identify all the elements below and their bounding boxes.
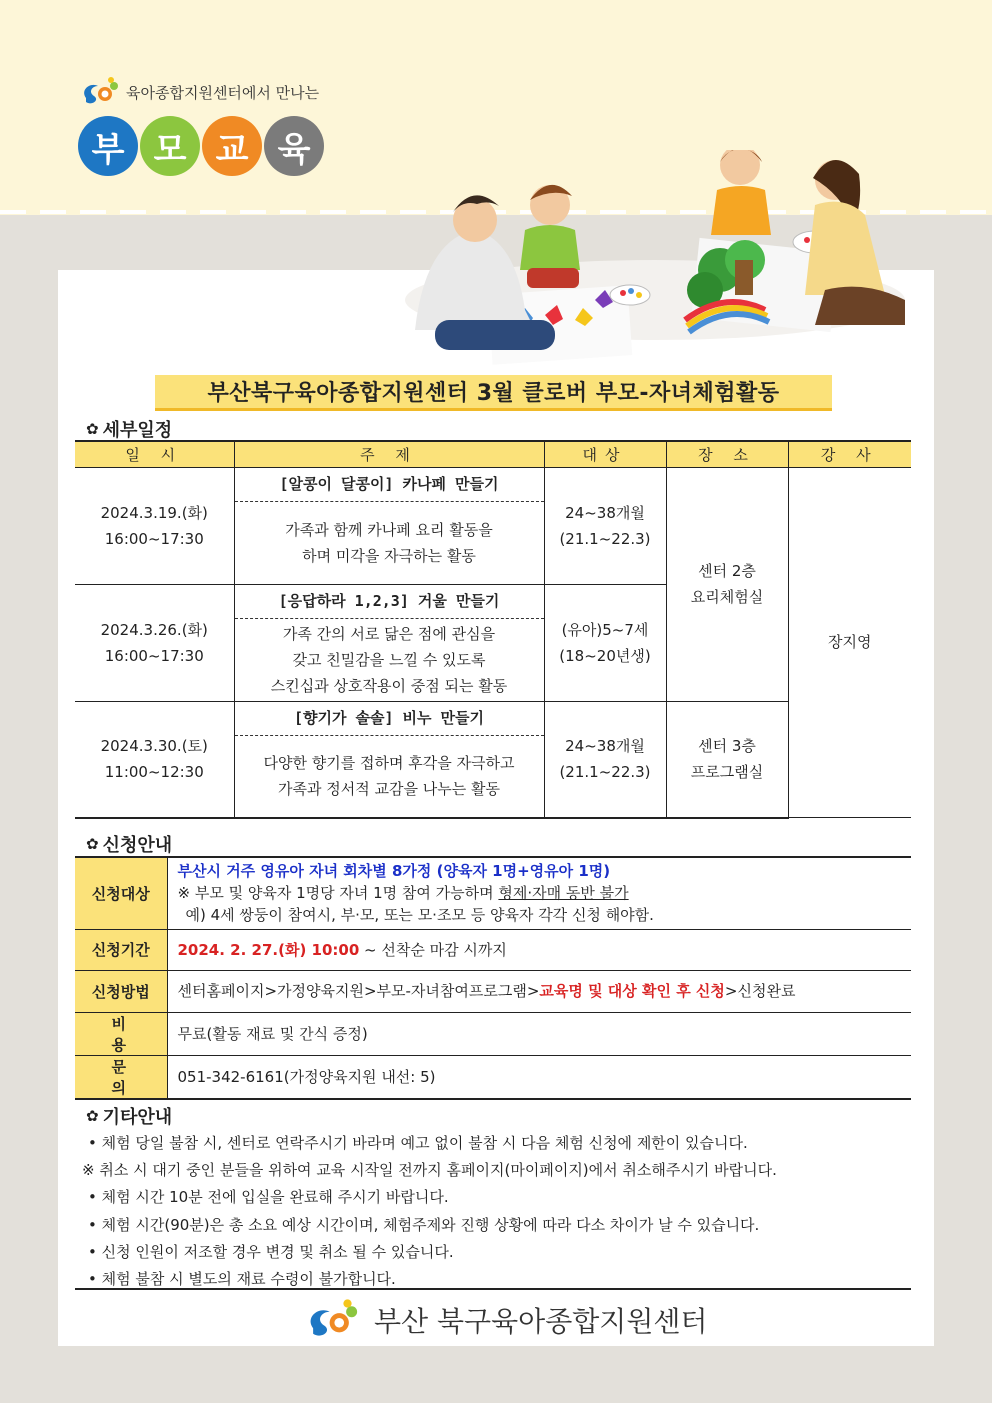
topic-desc: 가족 간의 서로 닮은 점에 관심을 (282, 624, 496, 643)
method-path: 센터홈페이지>가정양육지원>부모-자녀참여프로그램> (177, 982, 540, 1000)
parent-education-title (78, 116, 324, 176)
topic-desc: 하며 미각을 자극하는 활동 (302, 546, 476, 565)
session-date: 2024.3.19.(화) (100, 503, 208, 522)
col-header-datetime: 일 시 (75, 441, 234, 467)
target-age: 24~38개월 (565, 503, 645, 522)
topic-desc: 스킨십과 상호작용이 중점 되는 활동 (270, 676, 508, 695)
table-row (75, 1012, 911, 1055)
target-cell (544, 467, 666, 584)
list-item: • 신청 인원이 저조할 경우 변경 및 취소 될 수 있습니다. (88, 1242, 454, 1261)
schedule-heading (86, 416, 172, 442)
target-age: (유아)5~7세 (561, 620, 649, 639)
table-row (75, 929, 911, 970)
note-text: ※ 부모 및 양육자 1명당 자녀 1명 참여 가능하며 (177, 884, 499, 903)
target-birth: (18~20년생) (559, 646, 651, 665)
table-row (75, 857, 911, 929)
place-floor: 센터 3층 (698, 737, 756, 755)
target-birth: (21.1~22.3) (559, 763, 651, 781)
page-title: 부산북구육아종합지원센터 3월 클로버 부모-자녀체험활동 (155, 375, 832, 411)
session-date: 2024.3.26.(화) (100, 620, 208, 639)
col-header-place: 장 소 (666, 441, 788, 467)
place-room: 프로그램실 (690, 763, 764, 781)
apply-period-value (167, 929, 911, 970)
place-floor: 센터 2층 (698, 562, 756, 580)
apply-method-label: 신청방법 (75, 970, 167, 1012)
header-tagline: 육아종합지원센터에서 만나는 (126, 83, 320, 102)
header-logo (78, 76, 319, 108)
topic-desc: 다양한 향기를 접하며 후각을 자극하고 (263, 754, 515, 772)
session-time: 16:00~17:30 (104, 646, 204, 665)
contact-value: 051-342-6161(가정양육지원 내선: 5) (167, 1055, 911, 1099)
apply-target-note (178, 882, 912, 904)
etc-heading-label: 기타안내 (102, 1107, 173, 1128)
center-logo-icon (296, 1298, 366, 1342)
apply-target-value (167, 857, 911, 929)
topic-title: [향기가 솔솔] 비누 만들기 (235, 702, 544, 736)
flower-icon: ✿ (86, 1107, 99, 1125)
list-item: ※ 취소 시 대기 중인 분들을 위하여 교육 시작일 전까지 홈페이지(마이페이지)에서 취소해주시기 바랍니다. (82, 1161, 777, 1180)
table-header-row (75, 441, 911, 467)
datetime-cell (75, 584, 234, 701)
schedule-table (75, 440, 911, 819)
topic-cell (234, 467, 544, 584)
target-cell (544, 701, 666, 818)
topic-title: [응답하라 1,2,3] 거울 만들기 (235, 585, 544, 619)
col-header-target: 대상 (544, 441, 666, 467)
footer-org-name: 부산 북구육아종합지원센터 (374, 1305, 708, 1338)
cost-value: 무료(활동 재료 및 간식 증정) (167, 1012, 911, 1055)
list-item: • 체험 시간 10분 전에 입실을 완료해 주시기 바랍니다. (88, 1188, 449, 1207)
list-item: • 체험 시간(90분)은 총 소요 예상 시간이며, 체험주제와 진행 상황에 따라 다소 차이가 날 수 있습니다. (88, 1215, 760, 1234)
apply-heading (86, 831, 172, 857)
apply-target-line: 부산시 거주 영유아 자녀 회차별 8가정 (양육자 1명+영유아 1명) (177, 862, 611, 881)
apply-target-example: 예) 4세 쌍둥이 참여시, 부·모, 또는 모·조모 등 양육자 각각 신청 해야함. (185, 906, 654, 925)
table-row (75, 970, 911, 1012)
period-start: 2024. 2. 27.(화) 10:00 (177, 940, 360, 959)
target-cell (544, 584, 666, 701)
topic-desc: 가족과 함께 카나페 요리 활동을 (285, 520, 493, 539)
place-cell (666, 467, 788, 701)
etc-heading (86, 1103, 172, 1129)
contact-label: 문 의 (75, 1055, 167, 1099)
place-room: 요리체험실 (690, 588, 764, 606)
topic-desc: 갖고 친밀감을 느낄 수 있도록 (292, 650, 486, 669)
title-circle: 교 (202, 116, 262, 176)
table-row (75, 1055, 911, 1099)
session-date: 2024.3.30.(토) (100, 737, 208, 755)
topic-cell (234, 701, 544, 818)
list-item: • 체험 당일 불참 시, 센터로 연락주시기 바라며 예고 없이 불참 시 다음 체험 신청에 제한이 있습니다. (88, 1134, 748, 1152)
apply-heading-label: 신청안내 (102, 835, 173, 856)
title-circle: 육 (264, 116, 324, 176)
flower-icon: ✿ (86, 420, 99, 438)
footer-divider (75, 1288, 911, 1290)
title-circle: 부 (78, 116, 138, 176)
period-end: ~ 선착순 마감 시까지 (359, 940, 507, 959)
sibling-restriction: 형제·자매 동반 불가 (498, 884, 629, 903)
apply-method-value (167, 970, 911, 1012)
topic-desc: 가족과 정서적 교감을 나누는 활동 (278, 780, 500, 798)
session-time: 11:00~12:30 (104, 763, 204, 781)
datetime-cell (75, 467, 234, 584)
title-circle: 모 (140, 116, 200, 176)
etc-notes (82, 1130, 777, 1293)
center-logo-icon (78, 76, 120, 108)
apply-period-label: 신청기간 (75, 929, 167, 970)
flower-icon: ✿ (86, 835, 99, 853)
table-row (75, 701, 911, 818)
col-header-instructor: 강 사 (788, 441, 911, 467)
datetime-cell (75, 701, 234, 818)
topic-title: [알콩이 달콩이] 카나페 만들기 (235, 468, 544, 502)
cost-label: 비 용 (75, 1012, 167, 1055)
method-highlight: 교육명 및 대상 확인 후 신청 (539, 982, 725, 1000)
target-age: 24~38개월 (565, 737, 645, 755)
apply-target-label: 신청대상 (75, 857, 167, 929)
table-row (75, 467, 911, 584)
footer (296, 1298, 707, 1342)
topic-cell (234, 584, 544, 701)
col-header-topic: 주 제 (234, 441, 544, 467)
session-time: 16:00~17:30 (104, 529, 204, 548)
apply-table (75, 856, 911, 1100)
place-cell (666, 701, 788, 818)
schedule-heading-label: 세부일정 (102, 420, 173, 441)
method-end: >신청완료 (724, 982, 796, 1000)
target-birth: (21.1~22.3) (559, 529, 651, 548)
family-painting-illustration (395, 150, 915, 365)
instructor-cell: 장지영 (788, 467, 911, 818)
list-item: • 체험 불참 시 별도의 재료 수령이 불가합니다. (88, 1270, 396, 1289)
